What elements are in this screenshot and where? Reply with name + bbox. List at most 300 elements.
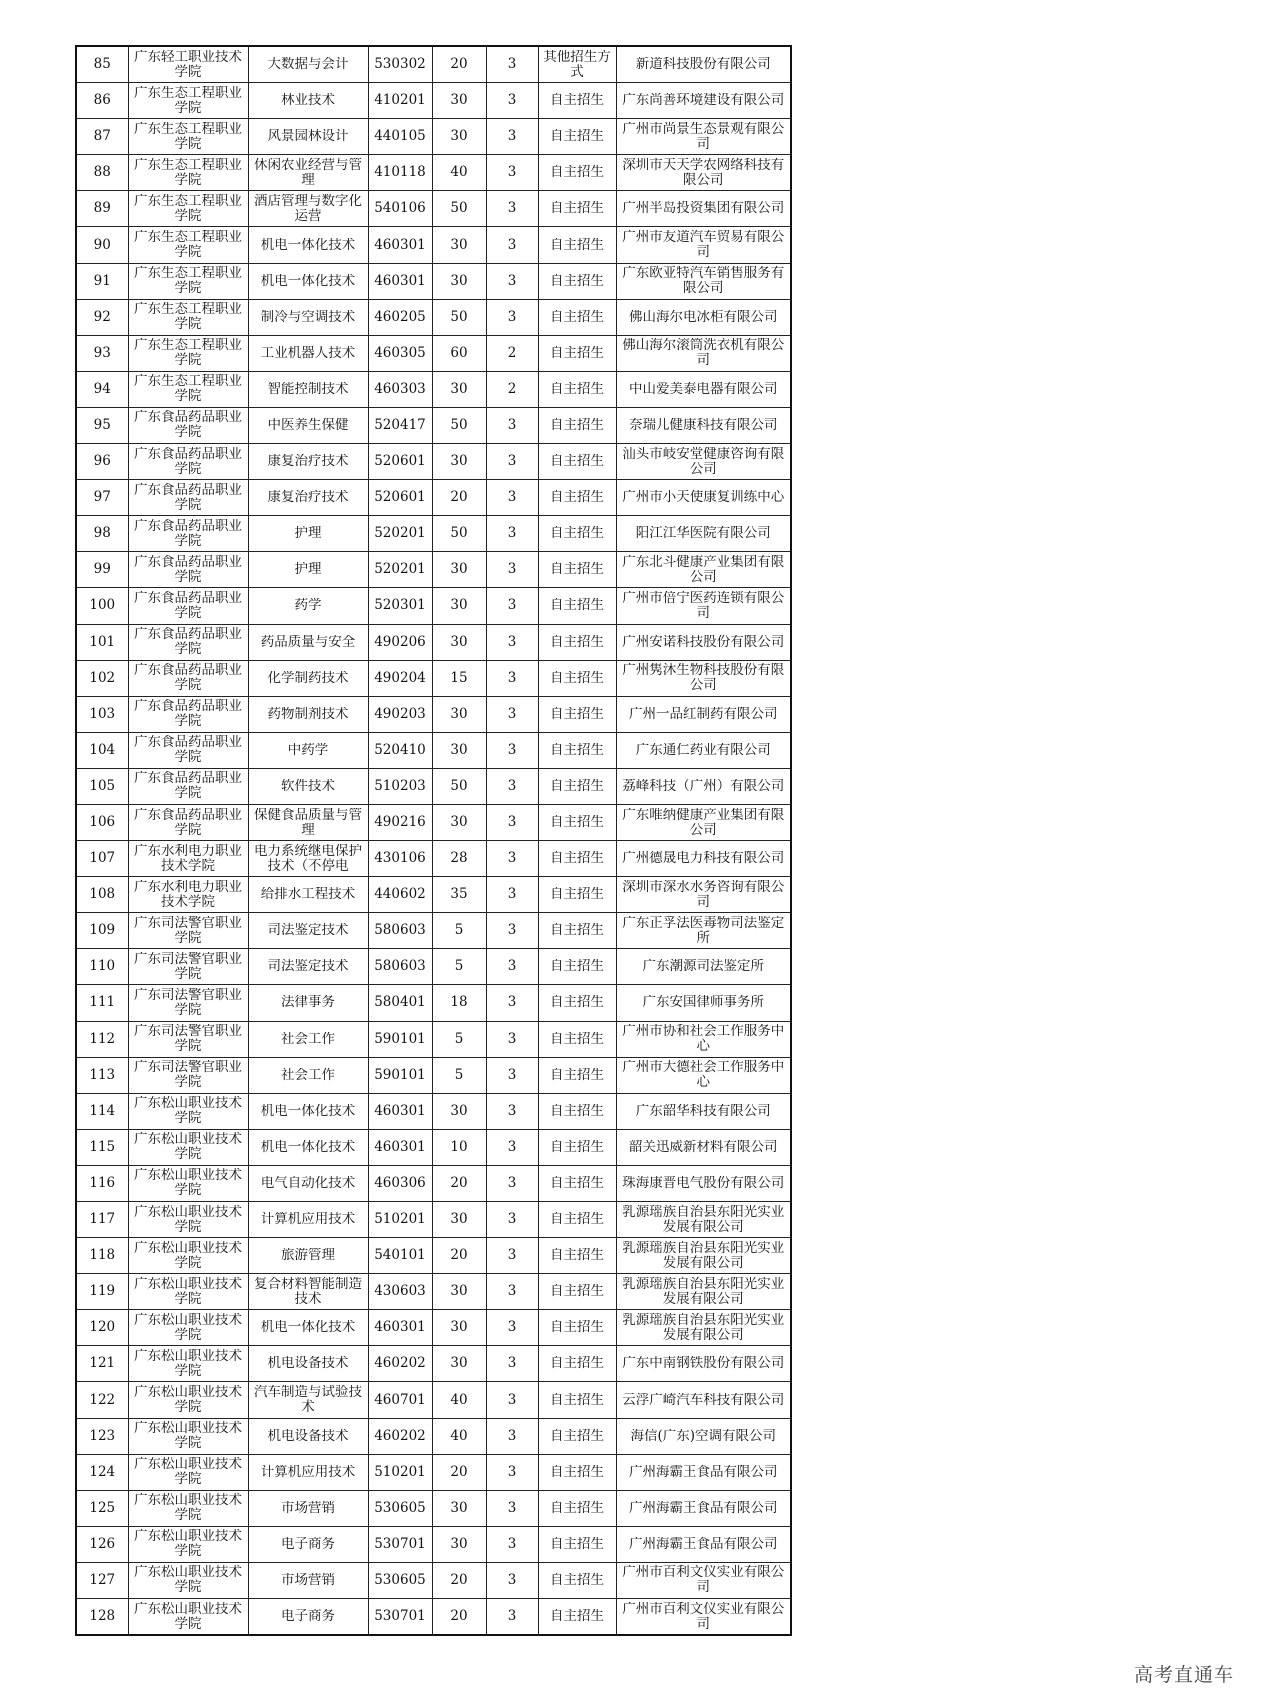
school-cell [128,841,248,877]
years-cell [486,1021,538,1057]
row-number-cell [76,1310,128,1346]
enrollment-mode-cell [538,1346,616,1382]
company-cell [616,985,791,1021]
company-cell-text: 韶关迅威新材料有限公司 [629,1139,778,1155]
school-cell [128,1382,248,1418]
enrollment-mode-cell-text: 自主招生 [550,598,604,614]
years-cell [486,913,538,949]
row-number-cell [76,913,128,949]
row-number-cell-text: 107 [89,850,116,867]
table-row [76,1057,791,1093]
enrollment-mode-cell-text: 自主招生 [550,887,604,903]
enrollment-mode-cell-text: 自主招生 [550,1031,604,1047]
company-cell-text: 广东中南钢铁股份有限公司 [622,1356,785,1372]
company-cell [616,1310,791,1346]
major-cell-text: 社会工作 [281,1031,335,1047]
major-cell [248,696,368,732]
years-cell [486,119,538,155]
company-cell [616,407,791,443]
row-number-cell-text: 123 [89,1427,116,1444]
school-cell-text: 广东生态工程职业学院 [134,193,242,224]
major-code-cell-text: 460301 [374,236,426,253]
quota-cell-text: 30 [450,272,468,289]
major-code-cell-text: 460202 [374,1355,426,1372]
school-cell [128,83,248,119]
enrollment-mode-cell-text: 其他招生方式 [543,49,611,80]
quota-cell-text: 30 [450,1102,468,1119]
enrollment-mode-cell [538,227,616,263]
row-number-cell-text: 119 [89,1283,116,1300]
quota-cell [432,913,486,949]
major-code-cell [368,371,432,407]
major-code-cell-text: 590101 [374,1030,426,1047]
company-cell-text: 广州市百利文仪实业有限公司 [622,1565,785,1596]
enrollment-mode-cell [538,1599,616,1636]
row-number-cell [76,1346,128,1382]
company-cell-text: 阳江江华医院有限公司 [635,526,771,542]
table-row [76,227,791,263]
major-code-cell [368,1490,432,1526]
years-cell-text: 3 [507,489,517,506]
major-cell [248,1454,368,1490]
major-cell-text: 计算机应用技术 [260,1212,356,1228]
enrollment-mode-cell [538,1165,616,1201]
company-cell-text: 珠海康晋电气股份有限公司 [622,1175,785,1191]
major-cell-text: 康复治疗技术 [267,454,349,470]
quota-cell-text: 20 [450,56,468,73]
row-number-cell-text: 108 [89,886,116,903]
major-cell [248,1238,368,1274]
row-number-cell [76,83,128,119]
quota-cell [432,841,486,877]
quota-cell [432,119,486,155]
school-cell-text: 广东松山职业技术学院 [134,1565,242,1596]
company-cell-text: 乳源瑶族自治县东阳光实业发展有限公司 [622,1240,785,1271]
row-number-cell [76,1202,128,1238]
company-cell [616,804,791,840]
years-cell-text: 3 [507,1102,517,1119]
row-number-cell [76,732,128,768]
company-cell [616,1202,791,1238]
row-number-cell [76,191,128,227]
row-number-cell [76,1454,128,1490]
enrollment-mode-cell [538,949,616,985]
school-cell [128,804,248,840]
major-code-cell [368,155,432,191]
major-cell [248,1093,368,1129]
row-number-cell [76,371,128,407]
school-cell [128,1346,248,1382]
row-number-cell-text: 95 [93,416,111,433]
quota-cell [432,335,486,371]
years-cell [486,1093,538,1129]
quota-cell [432,877,486,913]
quota-cell-text: 20 [450,1571,468,1588]
row-number-cell-text: 106 [89,814,116,831]
years-cell [486,1346,538,1382]
quota-cell [432,1238,486,1274]
years-cell-text: 3 [507,1355,517,1372]
quota-cell-text: 5 [454,1066,464,1083]
row-number-cell-text: 124 [89,1463,116,1480]
enrollment-mode-cell-text: 自主招生 [550,1428,604,1444]
row-number-cell-text: 85 [93,56,111,73]
company-cell-text: 广州市友道汽车贸易有限公司 [622,230,785,261]
major-code-cell-text: 460303 [374,380,426,397]
quota-cell-text: 30 [450,92,468,109]
enrollment-mode-cell [538,1238,616,1274]
quota-cell-text: 30 [450,633,468,650]
company-cell [616,1418,791,1454]
company-cell-text: 新道科技股份有限公司 [635,57,771,73]
row-number-cell [76,227,128,263]
school-cell-text: 广东食品药品职业学院 [134,446,242,477]
quota-cell [432,1454,486,1490]
major-code-cell-text: 510201 [374,1463,426,1480]
enrollment-mode-cell [538,480,616,516]
company-cell-text: 乳源瑶族自治县东阳光实业发展有限公司 [622,1312,785,1343]
school-cell [128,768,248,804]
school-cell-text: 广东水利电力职业技术学院 [134,843,242,874]
years-cell-text: 3 [507,922,517,939]
major-code-cell [368,263,432,299]
quota-cell-text: 5 [454,958,464,975]
school-cell-text: 广东松山职业技术学院 [134,1096,242,1127]
company-cell [616,841,791,877]
years-cell-text: 3 [507,669,517,686]
major-code-cell [368,227,432,263]
major-cell-text: 计算机应用技术 [260,1464,356,1480]
major-code-cell-text: 460301 [374,272,426,289]
row-number-cell-text: 114 [89,1102,116,1119]
quota-cell-text: 18 [450,994,468,1011]
company-cell-text: 广东欧亚特汽车销售服务有限公司 [622,266,785,297]
row-number-cell-text: 105 [89,777,116,794]
major-code-cell-text: 440105 [374,128,426,145]
years-cell-text: 3 [507,633,517,650]
enrollment-mode-cell [538,1021,616,1057]
enrollment-mode-cell-text: 自主招生 [550,1500,604,1516]
company-cell [616,1129,791,1165]
enrollment-mode-cell-text: 自主招生 [550,670,604,686]
company-cell-text: 佛山海尔电冰柜有限公司 [629,309,778,325]
row-number-cell-text: 99 [93,561,111,578]
major-cell-text: 风景园林设计 [267,129,349,145]
table-row [76,371,791,407]
major-cell [248,949,368,985]
company-cell-text: 广州隽沐生物科技股份有限公司 [622,663,785,694]
major-cell [248,371,368,407]
quota-cell [432,191,486,227]
school-cell [128,1165,248,1201]
years-cell [486,1202,538,1238]
table-row [76,1129,791,1165]
row-number-cell [76,516,128,552]
row-number-cell [76,1382,128,1418]
major-code-cell-text: 520201 [374,561,426,578]
quota-cell [432,696,486,732]
major-cell-text: 机电一体化技术 [260,273,356,289]
quota-cell-text: 30 [450,453,468,470]
row-number-cell [76,444,128,480]
major-code-cell [368,1202,432,1238]
school-cell [128,696,248,732]
enrollment-mode-cell [538,1526,616,1562]
major-code-cell [368,1310,432,1346]
quota-cell [432,985,486,1021]
years-cell [486,1490,538,1526]
table-row [76,768,791,804]
major-code-cell [368,1599,432,1636]
quota-cell [432,1129,486,1165]
company-cell [616,227,791,263]
company-cell-text: 广州市大德社会工作服务中心 [622,1060,785,1091]
company-cell-text: 汕头市岐安堂健康咨询有限公司 [622,446,785,477]
years-cell [486,1382,538,1418]
row-number-cell [76,263,128,299]
major-cell-text: 司法鉴定技术 [267,923,349,939]
school-cell-text: 广东轻工职业技术学院 [134,49,242,80]
school-cell-text: 广东生态工程职业学院 [134,230,242,261]
school-cell [128,516,248,552]
row-number-cell [76,624,128,660]
years-cell [486,768,538,804]
enrollment-mode-cell [538,804,616,840]
major-cell-text: 康复治疗技术 [267,490,349,506]
row-number-cell-text: 113 [89,1066,116,1083]
major-cell [248,299,368,335]
row-number-cell [76,588,128,624]
major-cell [248,877,368,913]
quota-cell [432,1382,486,1418]
major-cell-text: 中医养生保健 [267,417,349,433]
school-cell [128,1310,248,1346]
school-cell-text: 广东松山职业技术学院 [134,1348,242,1379]
school-cell-text: 广东松山职业技术学院 [134,1457,242,1488]
major-cell [248,1021,368,1057]
major-code-cell [368,516,432,552]
major-code-cell-text: 460202 [374,1427,426,1444]
major-cell [248,1526,368,1562]
enrollment-mode-cell [538,1310,616,1346]
row-number-cell [76,119,128,155]
major-code-cell [368,1165,432,1201]
major-cell-text: 工业机器人技术 [260,345,356,361]
quota-cell-text: 20 [450,489,468,506]
school-cell [128,1057,248,1093]
school-cell-text: 广东松山职业技术学院 [134,1276,242,1307]
major-code-cell-text: 520601 [374,489,426,506]
quota-cell [432,1418,486,1454]
years-cell [486,227,538,263]
row-number-cell [76,155,128,191]
school-cell-text: 广东食品药品职业学院 [134,410,242,441]
quota-cell [432,371,486,407]
row-number-cell-text: 128 [89,1608,116,1625]
years-cell [486,624,538,660]
school-cell [128,299,248,335]
enrollment-mode-cell-text: 自主招生 [550,1139,604,1155]
major-cell [248,804,368,840]
row-number-cell-text: 104 [89,741,116,758]
company-cell [616,877,791,913]
row-number-cell [76,407,128,443]
row-number-cell [76,46,128,83]
table-row [76,1599,791,1636]
enrollment-mode-cell [538,624,616,660]
company-cell [616,46,791,83]
major-cell-text: 电子商务 [281,1609,335,1625]
major-cell-text: 药学 [294,598,322,614]
enrollment-mode-cell [538,696,616,732]
years-cell [486,660,538,696]
quota-cell-text: 50 [450,308,468,325]
quota-cell [432,263,486,299]
school-cell-text: 广东生态工程职业学院 [134,302,242,333]
row-number-cell-text: 115 [89,1138,116,1155]
table-row [76,407,791,443]
enrollment-mode-cell [538,83,616,119]
school-cell [128,913,248,949]
enrollment-mode-cell-text: 自主招生 [550,237,604,253]
major-cell-text: 药品质量与安全 [260,634,356,650]
company-cell-text: 海信(广东)空调有限公司 [630,1428,777,1444]
row-number-cell [76,1093,128,1129]
quota-cell-text: 40 [450,164,468,181]
quota-cell-text: 30 [450,380,468,397]
company-cell [616,732,791,768]
major-code-cell-text: 530701 [374,1535,426,1552]
major-code-cell-text: 460305 [374,344,426,361]
major-code-cell-text: 580401 [374,994,426,1011]
row-number-cell-text: 87 [93,128,111,145]
enrollment-mode-cell-text: 自主招生 [550,381,604,397]
company-cell [616,768,791,804]
company-cell-text: 荔峰科技（广州）有限公司 [622,778,785,794]
quota-cell [432,768,486,804]
row-number-cell-text: 96 [93,453,111,470]
row-number-cell [76,1057,128,1093]
enrollment-mode-cell-text: 自主招生 [550,129,604,145]
school-cell-text: 广东松山职业技术学院 [134,1385,242,1416]
years-cell [486,46,538,83]
company-cell-text: 广东通仁药业有限公司 [635,742,771,758]
table-row [76,119,791,155]
row-number-cell [76,1238,128,1274]
quota-cell-text: 30 [450,814,468,831]
years-cell-text: 3 [507,453,517,470]
company-cell [616,949,791,985]
enrollment-mode-cell [538,516,616,552]
school-cell [128,1238,248,1274]
major-cell-text: 护理 [294,562,322,578]
years-cell [486,263,538,299]
row-number-cell-text: 100 [89,597,116,614]
company-cell-text: 广州市百利文仪实业有限公司 [622,1601,785,1632]
major-cell [248,913,368,949]
row-number-cell [76,985,128,1021]
enrollment-mode-cell [538,263,616,299]
major-cell-text: 电子商务 [281,1536,335,1552]
quota-cell [432,444,486,480]
row-number-cell-text: 88 [93,164,111,181]
major-cell-text: 软件技术 [281,778,335,794]
company-cell-text: 广州市协和社会工作服务中心 [622,1024,785,1055]
major-cell [248,1165,368,1201]
major-code-cell-text: 510203 [374,777,426,794]
major-code-cell-text: 520601 [374,453,426,470]
major-cell-text: 法律事务 [281,995,335,1011]
major-code-cell [368,768,432,804]
company-cell [616,1238,791,1274]
major-code-cell-text: 490204 [374,669,426,686]
major-cell [248,985,368,1021]
quota-cell [432,1021,486,1057]
enrollment-mode-cell [538,1454,616,1490]
enrollment-mode-cell-text: 自主招生 [550,1248,604,1264]
enrollment-mode-cell-text: 自主招生 [550,923,604,939]
enrollment-mode-cell [538,1418,616,1454]
major-code-cell-text: 580603 [374,958,426,975]
school-cell-text: 广东松山职业技术学院 [134,1312,242,1343]
major-code-cell [368,46,432,83]
school-cell [128,263,248,299]
quota-cell-text: 30 [450,741,468,758]
school-cell-text: 广东水利电力职业技术学院 [134,879,242,910]
enrollment-mode-cell-text: 自主招生 [550,273,604,289]
years-cell-text: 3 [507,1427,517,1444]
years-cell [486,1274,538,1310]
enrollment-mode-cell-text: 自主招生 [550,1067,604,1083]
row-number-cell [76,552,128,588]
company-cell [616,913,791,949]
years-cell [486,191,538,227]
school-cell [128,985,248,1021]
table-row [76,1382,791,1418]
major-cell [248,83,368,119]
school-cell [128,119,248,155]
quota-cell [432,227,486,263]
major-cell [248,407,368,443]
years-cell-text: 3 [507,92,517,109]
quota-cell [432,1310,486,1346]
quota-cell-text: 40 [450,1391,468,1408]
table-row [76,660,791,696]
company-cell-text: 广州海霸王食品有限公司 [629,1536,778,1552]
school-cell [128,191,248,227]
major-cell [248,155,368,191]
table-row [76,1454,791,1490]
row-number-cell-text: 125 [89,1499,116,1516]
school-cell [128,227,248,263]
major-cell [248,1382,368,1418]
row-number-cell-text: 109 [89,922,116,939]
table-row [76,299,791,335]
years-cell [486,985,538,1021]
school-cell [128,1418,248,1454]
major-code-cell [368,804,432,840]
table-row [76,1202,791,1238]
company-cell [616,1490,791,1526]
major-cell-text: 机电一体化技术 [260,1139,356,1155]
table-row [76,155,791,191]
quota-cell [432,1490,486,1526]
enrollment-mode-cell [538,985,616,1021]
major-code-cell [368,407,432,443]
enrollment-mode-cell [538,841,616,877]
school-cell-text: 广东松山职业技术学院 [134,1132,242,1163]
school-cell [128,407,248,443]
